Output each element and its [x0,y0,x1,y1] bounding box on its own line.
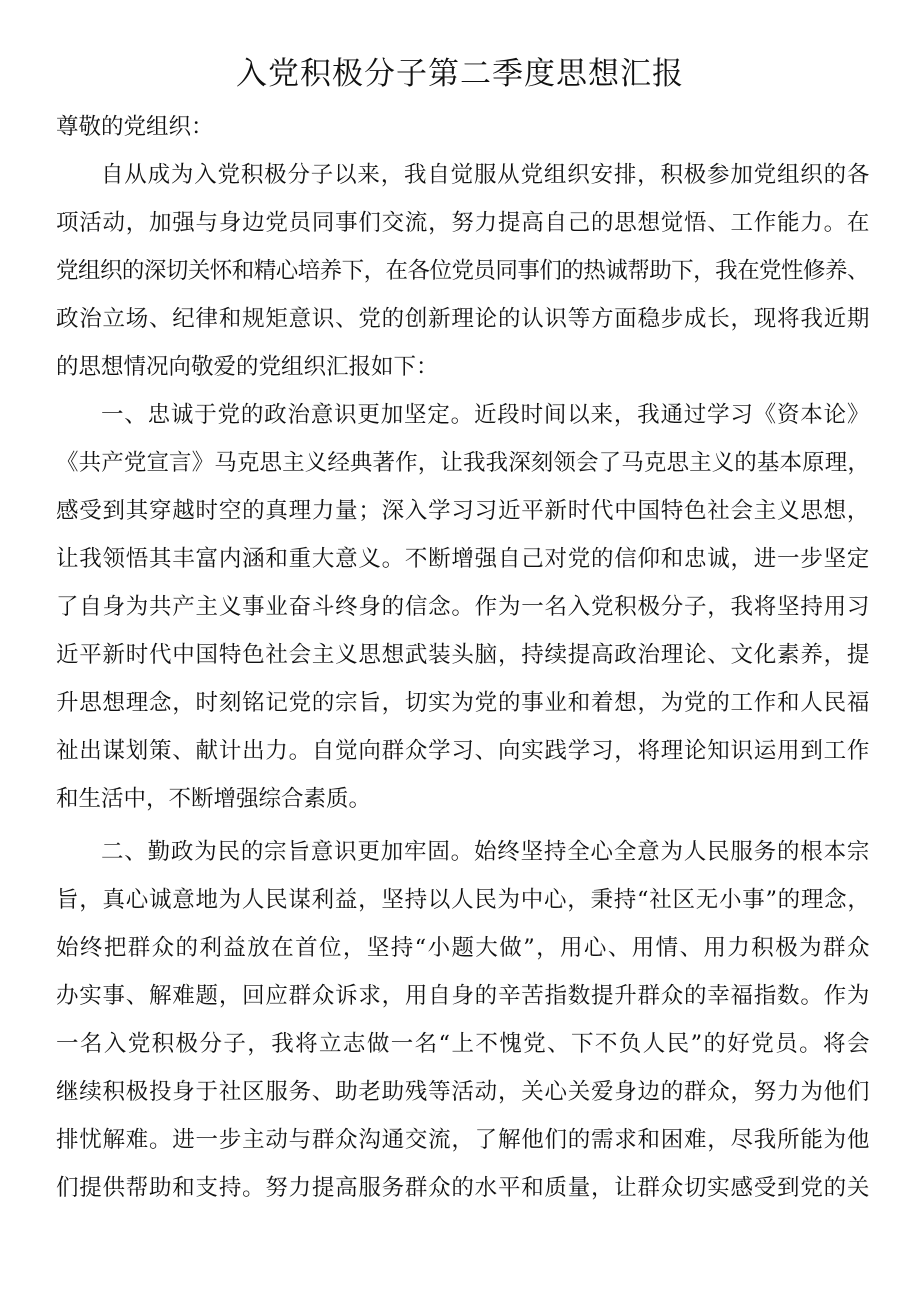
body-line: 项活动，加强与身边党员同事们交流，努力提高自己的思想觉悟、工作能力。在 [56,210,871,236]
section-heading-line: 二、勤政为民的宗旨意识更加牢固。始终坚持全心全意为人民服务的根本宗 [101,839,871,865]
body-line: 近平新时代中国特色社会主义思想武装头脑，持续提高政治理论、文化素养，提 [56,642,871,668]
body-line: 政治立场、纪律和规矩意识、党的创新理论的认识等方面稳步成长，现将我近期 [56,306,871,332]
body-line: 旨，真心诚意地为人民谋利益，坚持以人民为中心，秉持“社区无小事”的理念， [56,887,871,913]
body-line: 让我领悟其丰富内涵和重大意义。不断增强自己对党的信仰和忠诚，进一步坚定 [56,546,871,572]
body-line: 了自身为共产主义事业奋斗终身的信念。作为一名入党积极分子，我将坚持用习 [56,594,871,620]
body-line: 感受到其穿越时空的真理力量；深入学习习近平新时代中国特色社会主义思想， [56,498,871,524]
section-heading-line: 一、忠诚于党的政治意识更加坚定。近段时间以来，我通过学习《资本论》 [101,402,871,428]
body-line: 升思想理念，时刻铭记党的宗旨，切实为党的事业和着想，为党的工作和人民福 [56,690,871,716]
body-line: 办实事、解难题，回应群众诉求，用自身的辛苦指数提升群众的幸福指数。作为 [56,983,871,1009]
body-line: 《共产党宣言》马克思主义经典著作，让我我深刻领会了马克思主义的基本原理， [56,450,870,476]
body-line: 排忧解难。进一步主动与群众沟通交流，了解他们的需求和困难，尽我所能为他 [56,1127,871,1153]
body-line: 祉出谋划策、献计出力。自觉向群众学习、向实践学习，将理论知识运用到工作 [56,738,871,764]
body-line: 的思想情况向敬爱的党组织汇报如下： [56,354,439,380]
body-line: 一名入党积极分子，我将立志做一名“上不愧党、下不负人民”的好党员。将会 [56,1031,871,1057]
body-line: 始终把群众的利益放在首位，坚持“小题大做”，用心、用情、用力积极为群众 [56,935,871,961]
body-line: 们提供帮助和支持。努力提高服务群众的水平和质量，让群众切实感受到党的关 [56,1175,871,1201]
body-line: 自从成为入党积极分子以来，我自觉服从党组织安排，积极参加党组织的各 [101,162,871,188]
body-line: 和生活中，不断增强综合素质。 [56,786,372,812]
salutation: 尊敬的党组织： [56,114,214,140]
document-title: 入党积极分子第二季度思想汇报 [236,56,684,92]
body-line: 党组织的深切关怀和精心培养下，在各位党员同事们的热诚帮助下，我在党性修养、 [56,258,869,284]
body-line: 继续积极投身于社区服务、助老助残等活动，关心关爱身边的群众，努力为他们 [56,1079,871,1105]
